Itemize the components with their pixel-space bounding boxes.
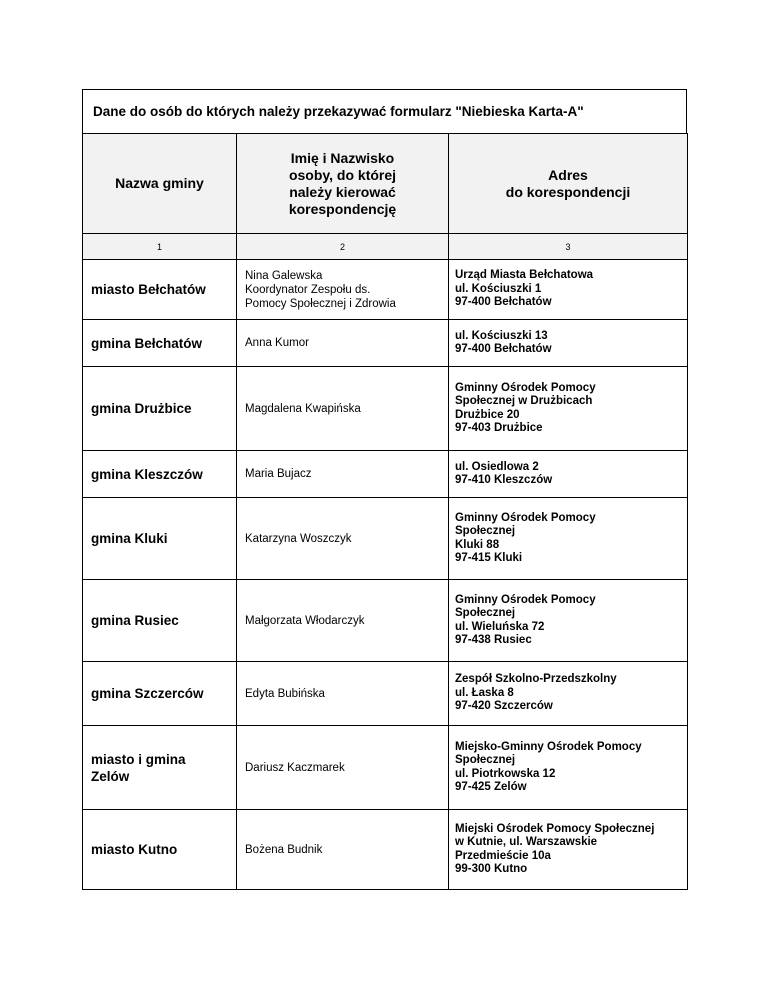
table-row	[83, 726, 688, 810]
table-row	[83, 810, 688, 890]
adres-cell: Gminny Ośrodek Pomocy Społecznej w Drużbicach Drużbice 20 97-403 Drużbice	[449, 367, 688, 451]
header-gmina: Nazwa gminy	[83, 134, 237, 234]
osoba-cell: Edyta Bubińska	[237, 662, 449, 726]
table-row	[83, 662, 688, 726]
table-row	[83, 451, 688, 498]
osoba-cell: Katarzyna Woszczyk	[237, 498, 449, 580]
gmina-cell: gmina Kleszczów	[83, 451, 237, 498]
header-row	[83, 134, 688, 234]
column-number: 2	[237, 234, 449, 260]
document-page	[82, 89, 687, 890]
adres-cell: Miejski Ośrodek Pomocy Społecznej w Kutnie, ul. Warszawskie Przedmieście 10a 99-300 Kutno	[449, 810, 688, 890]
gmina-cell: gmina Szczerców	[83, 662, 237, 726]
osoba-cell: Małgorzata Włodarczyk	[237, 580, 449, 662]
adres-cell: Miejsko-Gminny Ośrodek Pomocy Społecznej ul. Piotrkowska 12 97-425 Zelów	[449, 726, 688, 810]
table-row	[83, 320, 688, 367]
osoba-cell: Nina Galewska Koordynator Zespołu ds. Pomocy Społecznej i Zdrowia	[237, 260, 449, 320]
column-number-row	[83, 234, 688, 260]
table-row	[83, 260, 688, 320]
osoba-cell: Anna Kumor	[237, 320, 449, 367]
adres-cell: Gminny Ośrodek Pomocy Społecznej ul. Wieluńska 72 97-438 Rusiec	[449, 580, 688, 662]
adres-cell: ul. Kościuszki 13 97-400 Bełchatów	[449, 320, 688, 367]
gmina-cell: miasto i gmina Zelów	[83, 726, 237, 810]
table-row	[83, 580, 688, 662]
adres-cell: Gminny Ośrodek Pomocy Społecznej Kluki 88 97-415 Kluki	[449, 498, 688, 580]
adres-cell: Zespół Szkolno-Przedszkolny ul. Łaska 8 97-420 Szczerców	[449, 662, 688, 726]
osoba-cell: Magdalena Kwapińska	[237, 367, 449, 451]
gmina-cell: gmina Rusiec	[83, 580, 237, 662]
osoba-cell: Maria Bujacz	[237, 451, 449, 498]
column-number: 1	[83, 234, 237, 260]
gmina-cell: miasto Bełchatów	[83, 260, 237, 320]
table-row	[83, 498, 688, 580]
contacts-table	[82, 133, 688, 890]
osoba-cell: Bożena Budnik	[237, 810, 449, 890]
table-row	[83, 367, 688, 451]
gmina-cell: gmina Drużbice	[83, 367, 237, 451]
column-number: 3	[449, 234, 688, 260]
document-title: Dane do osób do których należy przekazywać formularz "Niebieska Karta-A"	[82, 89, 687, 133]
gmina-cell: gmina Kluki	[83, 498, 237, 580]
osoba-cell: Dariusz Kaczmarek	[237, 726, 449, 810]
header-adres: Adres do korespondencji	[449, 134, 688, 234]
adres-cell: ul. Osiedlowa 2 97-410 Kleszczów	[449, 451, 688, 498]
header-osoba: Imię i Nazwisko osoby, do której należy kierować korespondencję	[237, 134, 449, 234]
gmina-cell: miasto Kutno	[83, 810, 237, 890]
gmina-cell: gmina Bełchatów	[83, 320, 237, 367]
adres-cell: Urząd Miasta Bełchatowa ul. Kościuszki 1 97-400 Bełchatów	[449, 260, 688, 320]
